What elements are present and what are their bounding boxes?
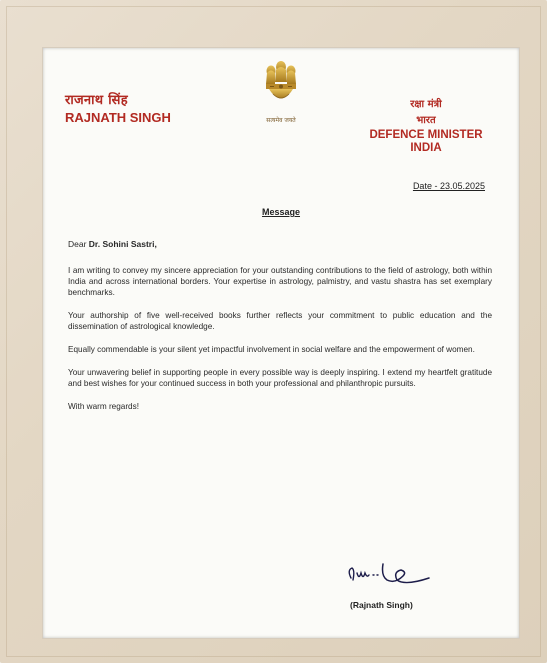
title-english-line1: DEFENCE MINISTER [369, 129, 483, 141]
title-hindi-line1: रक्षा मंत्री [410, 99, 442, 110]
recipient-name: Dr. Sohini Sastri, [88, 239, 157, 249]
handwritten-signature [343, 558, 443, 588]
closing-regards: With warm regards! [68, 402, 139, 411]
signature-graphic [343, 558, 443, 588]
letterhead-right [366, 96, 486, 154]
letterhead-left [65, 90, 171, 125]
letter-subject: Message [261, 207, 301, 217]
national-emblem-icon [257, 58, 305, 124]
salutation [68, 239, 492, 250]
title-english-line2: INDIA [410, 142, 442, 154]
name-english: RAJNATH SINGH [65, 110, 171, 125]
emblem-graphic [261, 58, 301, 110]
paragraph-gratitude: Your unwavering belief in supporting people in every possible way is deeply inspiring. I extend my heartfelt gratitude and best wishes for your continued success in both your professional and philanthropic pursuits. [68, 368, 492, 388]
paragraph-appreciation: I am writing to convey my sincere appreciation for your outstanding contributions to the field of astrology, both within India and across international borders. Your expertise in astrology, palmistry, and vastu shastra has set exemplary benchmarks. [68, 266, 492, 297]
name-hindi: राजनाथ सिंह [65, 93, 128, 108]
letter-date: Date - 23.05.2025 [412, 181, 485, 191]
salutation-prefix: Dear [68, 239, 89, 249]
letter-body [68, 239, 492, 424]
title-hindi-line2: भारत [416, 115, 436, 126]
paragraph-authorship: Your authorship of five well-received books further reflects your commitment to public education and the dissemination of astrological knowledge. [68, 311, 492, 331]
emblem-caption: सत्यमेव जयते [266, 117, 296, 124]
paragraph-social-welfare: Equally commendable is your silent yet impactful involvement in social welfare and the empowerment of women. [68, 345, 475, 354]
letter-paper [43, 48, 519, 638]
signatory-name: (Rajnath Singh) [350, 600, 413, 610]
